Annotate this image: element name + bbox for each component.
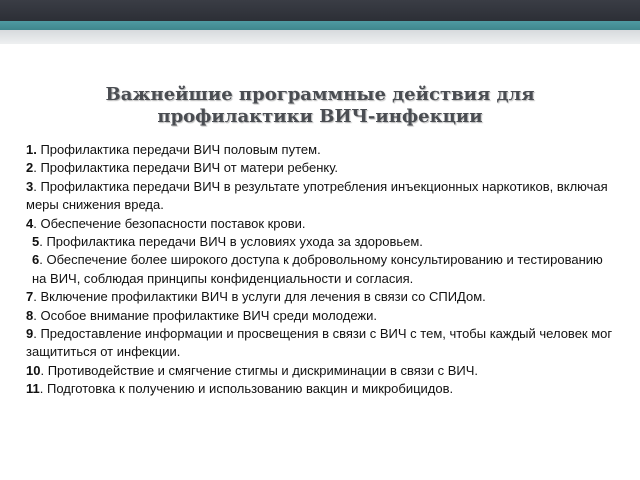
item-number: 6	[32, 252, 40, 268]
list-item	[26, 159, 616, 177]
item-text: . Особое внимание профилактике ВИЧ среди молодежи.	[33, 307, 377, 323]
item-number: 4	[26, 215, 34, 231]
item-text: . Обеспечение более широкого доступа к добровольному консультированию и тестированию на ВИЧ, соблюдая принципы конфиденциальности и согласия.	[32, 252, 603, 286]
item-number: 2	[26, 160, 34, 176]
item-number: 10	[26, 362, 41, 378]
item-text: . Предоставление информации и просвещения в связи с ВИЧ с тем, чтобы каждый человек мог защититься от инфекции.	[26, 326, 613, 360]
actions-list	[26, 141, 616, 399]
item-text: . Подготовка к получению и использованию вакцин и микробицидов.	[39, 381, 454, 397]
item-number: 3	[26, 178, 34, 194]
item-text: Профилактика передачи ВИЧ половым путем.	[36, 142, 321, 157]
item-text: . Обеспечение безопасности поставок крови.	[33, 215, 306, 231]
list-item	[26, 288, 616, 306]
item-text: . Профилактика передачи ВИЧ в условиях ухода за здоровьем.	[39, 234, 423, 250]
item-number: 7	[26, 289, 34, 305]
header-accent-bar	[0, 21, 640, 30]
list-item	[26, 307, 616, 325]
item-number: 1.	[26, 142, 37, 157]
item-number: 5	[32, 234, 40, 250]
slide-title: Важнейшие программные действия для профилактики ВИЧ-инфекции	[105, 84, 535, 127]
item-number: 9	[26, 326, 34, 342]
list-item	[26, 178, 616, 215]
header-dark-bar	[0, 0, 640, 21]
item-text: . Профилактика передачи ВИЧ от матери ребенку.	[33, 160, 339, 176]
list-item	[26, 362, 616, 380]
list-item	[26, 141, 616, 159]
list-item	[26, 251, 616, 288]
item-text: . Противодействие и смягчение стигмы и дискриминации в связи с ВИЧ.	[40, 362, 479, 378]
list-item	[26, 380, 616, 398]
list-item	[26, 233, 616, 251]
item-text: . Включение профилактики ВИЧ в услуги для лечения в связи со СПИДом.	[33, 289, 486, 305]
item-number: 11	[26, 381, 40, 397]
item-number: 8	[26, 307, 34, 323]
list-item	[26, 215, 616, 233]
header-gray-strip	[0, 30, 640, 44]
list-item	[26, 325, 616, 362]
item-text: . Профилактика передачи ВИЧ в результате употребления инъекционных наркотиков, включая меры снижения вреда.	[26, 178, 608, 213]
